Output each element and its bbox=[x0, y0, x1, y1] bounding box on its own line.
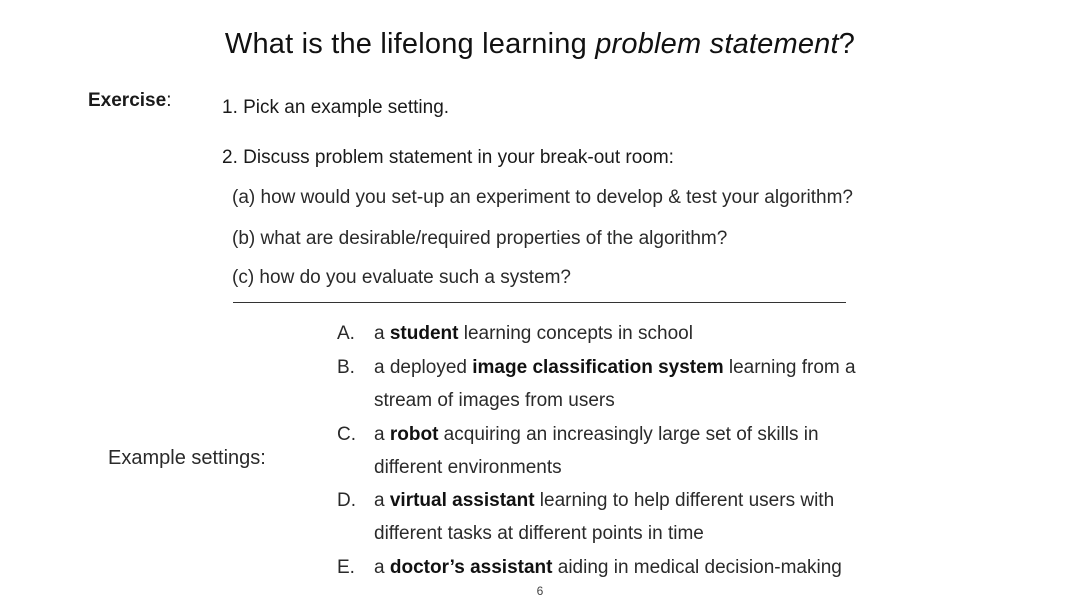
divider bbox=[233, 302, 846, 303]
option-d-line2: different tasks at different points in time bbox=[374, 523, 704, 544]
option-a-bold: student bbox=[389, 323, 459, 344]
option-d-bold: virtual assistant bbox=[389, 490, 535, 511]
option-a-letter: A. bbox=[337, 323, 355, 344]
option-a-line1 bbox=[374, 323, 693, 345]
option-e-post: aiding in medical decision-making bbox=[552, 557, 842, 578]
exercise-label bbox=[88, 90, 171, 112]
title-prefix: What is the lifelong learning bbox=[224, 28, 596, 60]
option-c-letter: C. bbox=[337, 424, 356, 445]
option-a-pre: a bbox=[374, 323, 390, 344]
option-e-bold: doctor’s assistant bbox=[389, 557, 553, 578]
page-number: 6 bbox=[536, 584, 544, 598]
option-c-bold: robot bbox=[389, 424, 439, 445]
title-emphasis: problem statement bbox=[595, 28, 839, 60]
exercise-step-2: 2. Discuss problem statement in your break-out room: bbox=[222, 147, 674, 168]
exercise-label-colon: : bbox=[166, 90, 172, 111]
sub-question-c: (c) how do you evaluate such a system? bbox=[232, 267, 572, 288]
option-d-pre: a bbox=[374, 490, 390, 511]
option-b-line1 bbox=[374, 357, 856, 379]
option-a-post: learning concepts in school bbox=[458, 323, 693, 344]
option-b-pre: a deployed bbox=[374, 357, 473, 378]
option-c-line2: different environments bbox=[374, 457, 562, 478]
option-e-letter: E. bbox=[337, 557, 355, 578]
option-c-line1 bbox=[374, 424, 819, 446]
sub-question-a: (a) how would you set-up an experiment to develop & test your algorithm? bbox=[232, 187, 853, 208]
example-settings-label: Example settings: bbox=[108, 447, 266, 469]
option-e-pre: a bbox=[374, 557, 390, 578]
exercise-label-text: Exercise bbox=[88, 90, 167, 111]
option-b-bold: image classification system bbox=[472, 357, 724, 378]
option-c-pre: a bbox=[374, 424, 390, 445]
option-e-line1 bbox=[374, 557, 842, 579]
option-d-letter: D. bbox=[337, 490, 356, 511]
option-d-post: learning to help different users with bbox=[534, 490, 835, 511]
option-b-post: learning from a bbox=[723, 357, 856, 378]
option-b-letter: B. bbox=[337, 357, 355, 378]
option-c-post: acquiring an increasingly large set of skills in bbox=[438, 424, 819, 445]
option-d-line1 bbox=[374, 490, 834, 512]
exercise-step-1: 1. Pick an example setting. bbox=[222, 97, 450, 118]
title-suffix: ? bbox=[838, 28, 856, 60]
slide-title bbox=[0, 28, 1080, 61]
sub-question-b: (b) what are desirable/required properties of the algorithm? bbox=[232, 228, 728, 249]
option-b-line2: stream of images from users bbox=[374, 390, 615, 411]
